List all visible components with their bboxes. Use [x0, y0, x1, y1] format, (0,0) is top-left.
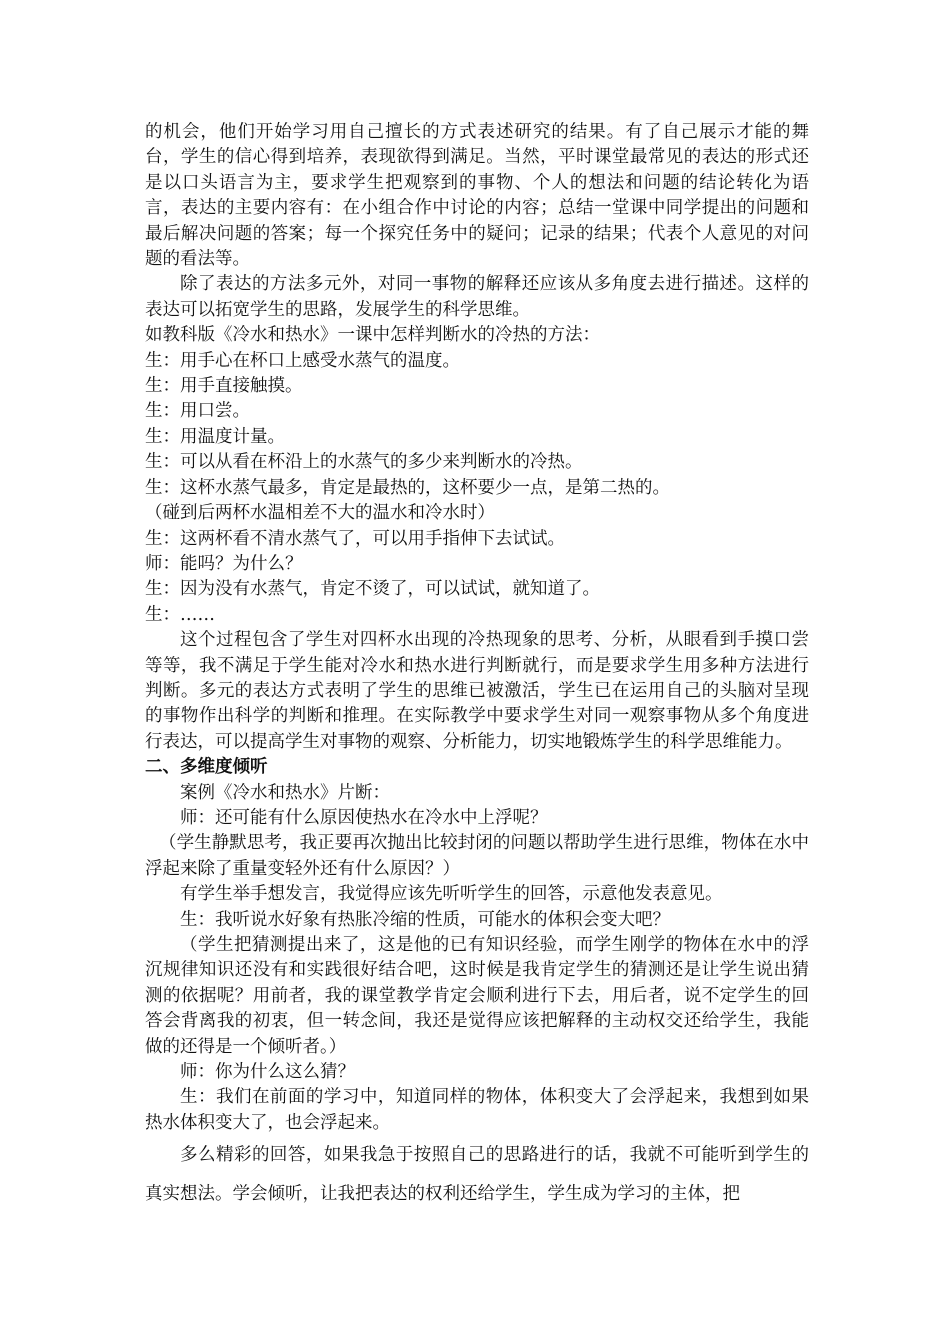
- dialogue-line: 生：因为没有水蒸气，肯定不烫了，可以试试，就知道了。: [145, 579, 600, 600]
- dialogue-line: 生：用手心在杯口上感受水蒸气的温度。: [145, 350, 460, 371]
- dialogue-line: 生：我听说水好象有热胀冷缩的性质，可能水的体积会变大吧？: [180, 909, 670, 930]
- dialogue-line: 师：还可能有什么原因使热水在冷水中上浮呢？: [180, 807, 548, 828]
- paragraph: 多么精彩的回答，如果我急于按照自己的思路进行的话，我就不可能听到学生的真实想法。学会倾听，让我把表达的权利还给学生，学生成为学习的主体，把: [145, 1145, 809, 1205]
- dialogue-line: 生：可以从看在杯沿上的水蒸气的多少来判断水的冷热。: [145, 452, 583, 473]
- paragraph: 这个过程包含了学生对四杯水出现的冷热现象的思考、分析，从眼看到手摸口尝等等，我不满足于学生能对冷水和热水进行判断就行，而是要求学生用多种方法进行判断。多元的表达方式表明了学生的思维已被激活，学生已在运用自己的头脑对呈现的事物作出科学的判断和推理。在实际教学中要求学生对同一观察事物从多个角度进行表达，可以提高学生对事物的观察、分析能力，切实地锻炼学生的科学思维能力。: [145, 630, 809, 752]
- dialogue-line: 师：能吗？为什么？: [145, 553, 303, 574]
- paragraph: 有学生举手想发言，我觉得应该先听听学生的回答，示意他发表意见。: [180, 884, 723, 905]
- dialogue-line: 生：这杯水蒸气最多，肯定是最热的，这杯要少一点，是第二热的。: [145, 477, 670, 498]
- dialogue-line: 生：用口尝。: [145, 401, 250, 422]
- dialogue-line: 生：……: [145, 604, 215, 625]
- stage-note: （碰到后两杯水温相差不大的温水和冷水时）: [145, 503, 495, 524]
- dialogue-line: 生：用温度计量。: [145, 426, 285, 447]
- paragraph: 除了表达的方法多元外，对同一事物的解释还应该从多角度去进行描述。这样的表达可以拓宽学生的思路，发展学生的科学思维。: [145, 274, 809, 320]
- dialogue-line: 生：这两杯看不清水蒸气了，可以用手指伸下去试试。: [145, 528, 565, 549]
- document-body: [145, 120, 809, 1214]
- dialogue-line: 生：我们在前面的学习中，知道同样的物体，体积变大了会浮起来，我想到如果热水体积变大了，也会浮起来。: [145, 1087, 809, 1133]
- section-heading: 二、多维度倾听: [145, 757, 268, 778]
- case-title: 案例《冷水和热水》片断：: [180, 782, 390, 803]
- reflection-note: （学生静默思考，我正要再次抛出比较封闭的问题以帮助学生进行思维，物体在水中浮起来除了重量变轻外还有什么原因？）: [145, 833, 809, 879]
- paragraph: 的机会，他们开始学习用自己擅长的方式表述研究的结果。有了自己展示才能的舞台，学生的信心得到培养，表现欲得到满足。当然，平时课堂最常见的表达的形式还是以口头语言为主，要求学生把观察到的事物、个人的想法和问题的结论转化为语言，表达的主要内容有：在小组合作中讨论的内容；总结一堂课中同学提出的问题和最后解决问题的答案；每一个探究任务中的疑问；记录的结果；代表个人意见的对问题的看法等。: [145, 122, 809, 270]
- reflection-note: （学生把猜测提出来了，这是他的已有知识经验，而学生刚学的物体在水中的浮沉规律知识还没有和实践很好结合吧，这时候是我肯定学生的猜测还是让学生说出猜测的依据呢？用前者，我的课堂教学肯定会顺利进行下去，用后者，说不定学生的回答会背离我的初衷，但一转念间，我还是觉得应该把解释的主动权交还给学生，我能做的还得是一个倾听者。）: [145, 935, 809, 1057]
- dialogue-line: 生：用手直接触摸。: [145, 376, 303, 397]
- example-intro: 如教科版《冷水和热水》一课中怎样判断水的冷热的方法：: [145, 325, 600, 346]
- dialogue-line: 师：你为什么这么猜？: [180, 1062, 355, 1083]
